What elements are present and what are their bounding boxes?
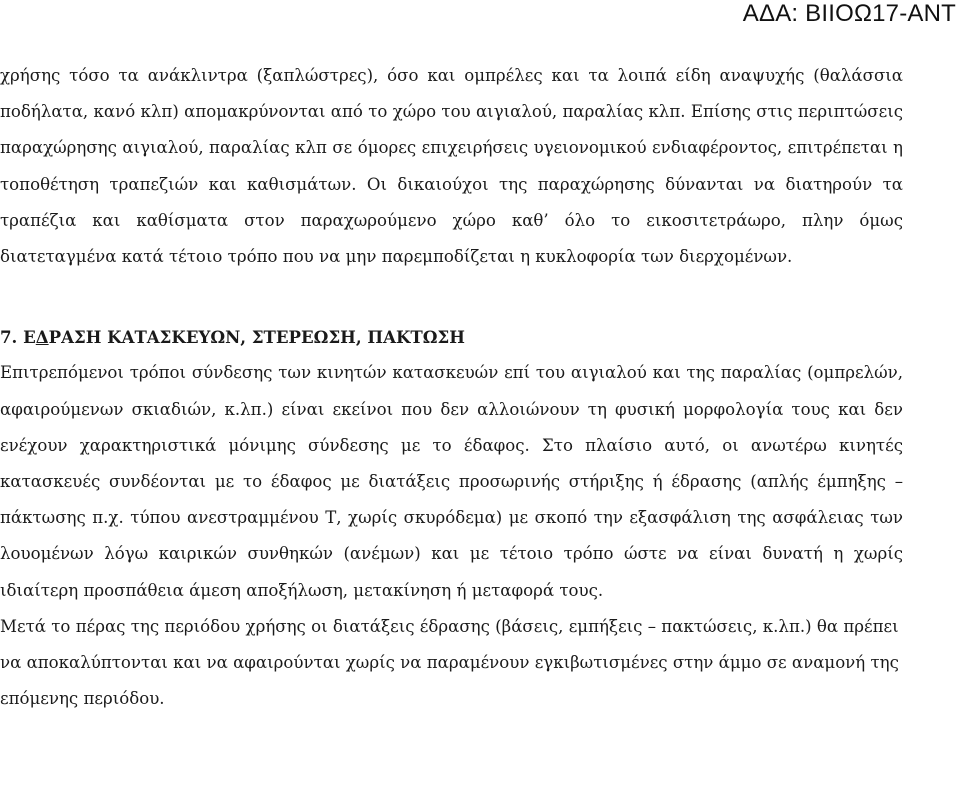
document-body xyxy=(0,58,903,717)
section-heading-underlined-letter: Δ xyxy=(35,327,49,348)
paragraph-end-of-season: Μετά το πέρας της περιόδου χρήσης οι διατάξεις έδρασης (βάσεις, εμπήξεις – πακτώσεις, κ.λπ.) θα πρέπει να αποκαλύπτονται και να αφαιρούνται χωρίς να παραμένουν εγκιβωτισμένες στην άμμο σε αναμονή της επόμενης περιόδου. xyxy=(0,616,899,709)
document-code-header: ΑΔΑ: ΒΙΙΟΩ17-ΑΝΤ xyxy=(742,0,956,27)
paragraph-spacer xyxy=(0,275,903,319)
section-heading-7 xyxy=(0,319,903,355)
section-heading-text: ΡΑΣΗ ΚΑΤΑΣΚΕΥΩΝ, ΣΤΕΡΕΩΣΗ, ΠΑΚΤΩΣΗ xyxy=(48,327,465,348)
section-number: 7. Ε xyxy=(0,327,36,348)
paragraph-permitted-connections: Επιτρεπόμενοι τρόποι σύνδεσης των κινητών κατασκευών επί του αιγιαλού και της παραλίας (ομπρελών, αφαιρούμενων σκιαδιών, κ.λπ.) είναι εκείνοι που δεν αλλοιώνουν τη φυσική μορφολογία τους και δεν ενέχουν χαρακτηριστικά μόνιμης σύνδεσης με το έδαφος. Στο πλαίσιο αυτό, οι ανωτέρω κινητές κατασκευές συνδέονται με το έδαφος με διατάξεις προσωρινής στήριξης ή έδρασης (απλής έμπηξης – πάκτωσης π.χ. τύπου ανεστραμμένου Τ, χωρίς σκυρόδεμα) με σκοπό την εξασφάλιση της ασφάλειας των λουομένων λόγω καιρικών συνθηκών (ανέμων) και με τέτοιο τρόπο ώστε να είναι δυνατή η χωρίς ιδιαίτερη προσπάθεια άμεση αποξήλωση, μετακίνηση ή μεταφορά τους. xyxy=(0,363,903,600)
paragraph-beach-equipment: χρήσης τόσο τα ανάκλιντρα (ξαπλώστρες), όσο και ομπρέλες και τα λοιπά είδη αναψυχής (θαλάσσια ποδήλατα, κανό κλπ) απομακρύνονται από το χώρο του αιγιαλού, παραλίας κλπ. Επίσης στις περιπτώσεις παραχώρησης αιγιαλού, παραλίας κλπ σε όμορες επιχειρήσεις υγειονομικού ενδιαφέροντος, επιτρέπεται η τοποθέτηση τραπεζιών και καθισμάτων. Οι δικαιούχοι της παραχώρησης δύνανται να διατηρούν τα τραπέζια και καθίσματα στον παραχωρούμενο χώρο καθ’ όλο το εικοσιτετράωρο, πλην όμως διατεταγμένα κατά τέτοιο τρόπο που να μην παρεμποδίζεται η κυκλοφορία των διερχομένων. xyxy=(0,66,903,267)
